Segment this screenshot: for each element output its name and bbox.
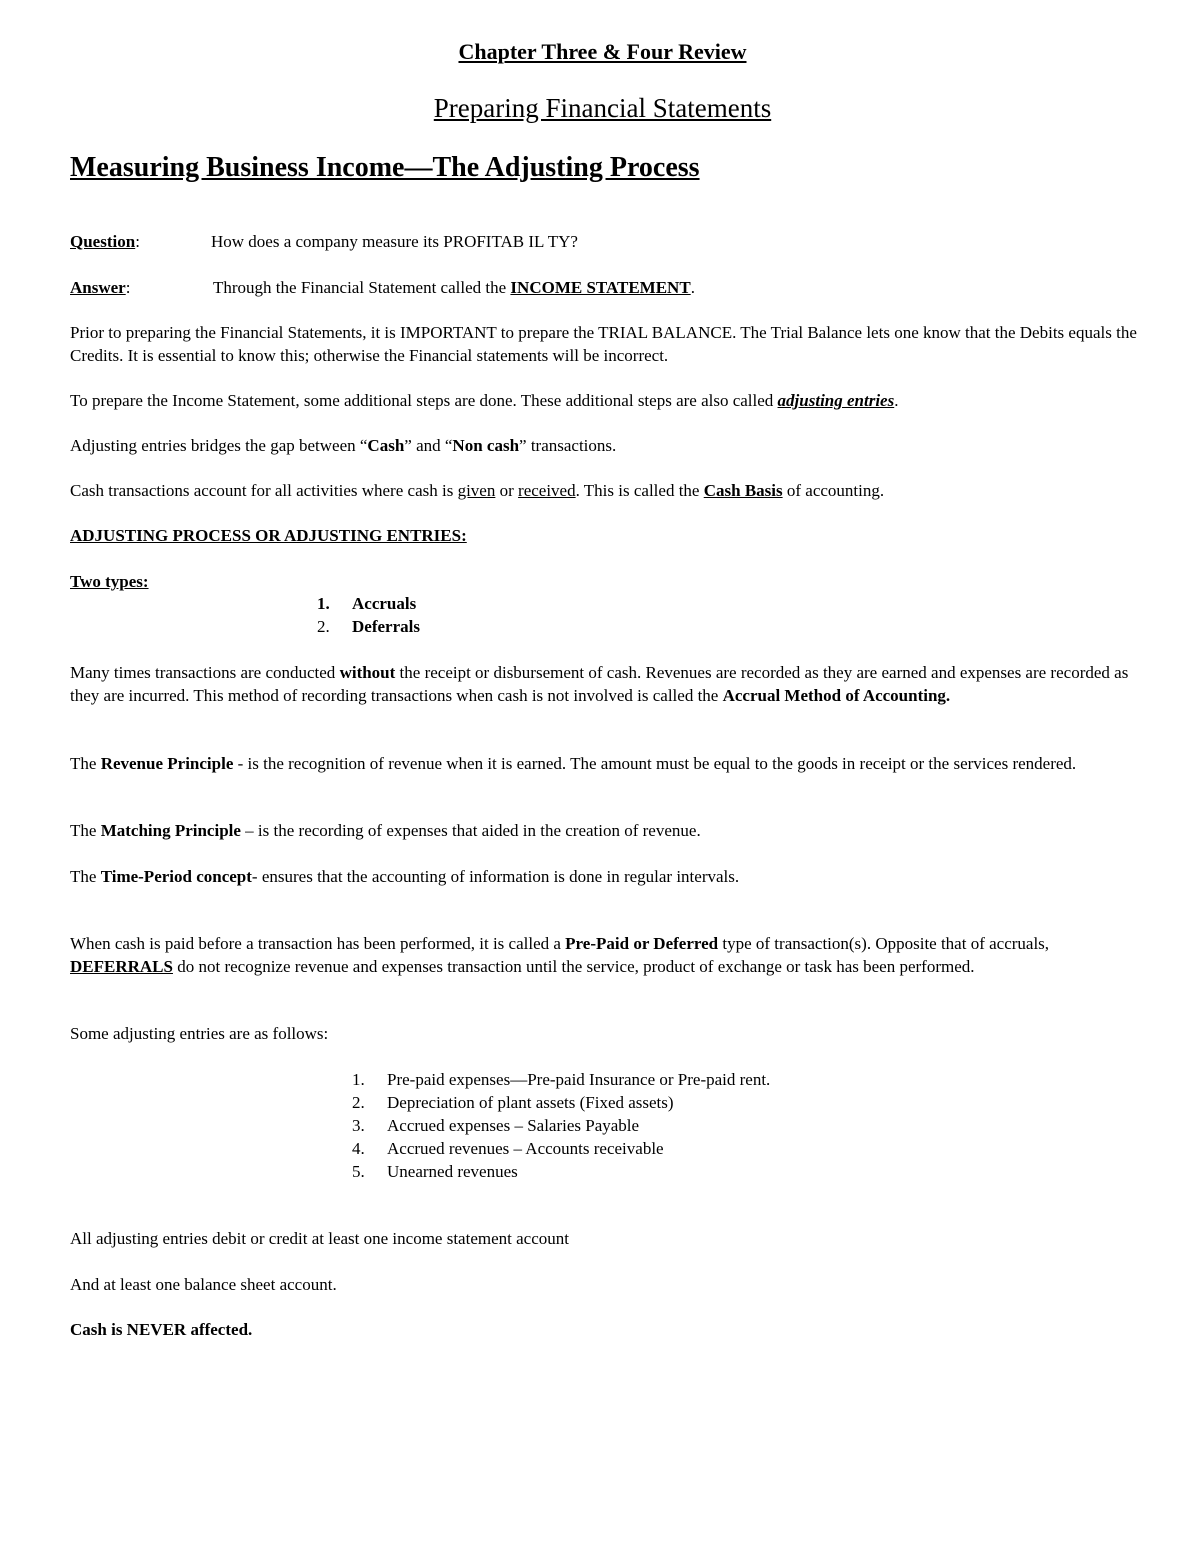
chapter-title: Chapter Three & Four Review [458,39,747,64]
revenue-text-1: The [70,754,101,773]
accrual-method-term: Accrual Method of Accounting. [722,686,951,705]
document-subtitle: Preparing Financial Statements [433,93,772,123]
income-statement-term: INCOME STATEMENT [510,278,691,297]
entry-label: Unearned revenues [387,1162,518,1181]
bridge-text-1: Adjusting entries bridges the gap between “ [70,436,368,455]
answer-text [213,276,695,299]
paragraph-bridge [70,434,1140,457]
paragraph-deferrals [70,932,1140,978]
matching-text-1: The [70,821,101,840]
list-number: 2. [352,1093,365,1112]
list-number: 4. [352,1139,365,1158]
cash-basis-term: Cash Basis [703,481,783,500]
entry-label: Depreciation of plant assets (Fixed assets) [387,1093,674,1112]
adjusting-entries-term: adjusting entries [777,391,895,410]
deferral-text-3: do not recognize revenue and expenses transaction until the service, product of exchange or task has been performed. [172,957,975,976]
list-item [352,1091,872,1114]
answer-end: . [690,278,695,297]
paragraph-cash-basis [70,479,1140,502]
time-text-2: - ensures that the accounting of information is done in regular intervals. [251,867,740,886]
non-cash-term: Non cash [452,436,520,455]
list-item [352,1114,872,1137]
time-period-term: Time-Period concept [100,867,252,886]
income-text: To prepare the Income Statement, some additional steps are done. These additional steps are also called [70,391,778,410]
received-term: received [518,481,576,500]
accrual-text-2: the receipt or disbursement of cash. Revenues are recorded as they are earned and expenses are recorded as they are incurred. This method of recording transactions when cash is not involved is called the [70,663,1129,705]
revenue-principle-term: Revenue Principle [100,754,234,773]
paragraph-trial-balance: Prior to preparing the Financial Statements, it is IMPORTANT to prepare the TRIAL BALANCE. The Trial Balance lets one know that the Debits equals the Credits. It is essential to know this; otherwise the Financial statements will be incorrect. [70,323,1137,365]
pre-paid-term: Pre-Paid or Deferred [565,934,719,953]
bridge-text-3: ” transactions. [519,436,617,455]
matching-text-2: – is the recording of expenses that aided in the creation of revenue. [240,821,701,840]
adjusting-process-heading: ADJUSTING PROCESS OR ADJUSTING ENTRIES: [70,526,467,545]
given-term: given [457,481,496,500]
question-separator: : [135,232,140,251]
deferral-text-1: When cash is paid before a transaction has been performed, it is called a [70,934,566,953]
question-text: How does a company measure its PROFITAB IL TY? [211,232,578,251]
answer-separator: : [125,278,131,297]
list-item [352,1137,872,1160]
paragraph-time-period [70,865,1140,888]
list-item [317,592,517,615]
paragraph-income-statement [70,389,1140,412]
answer-body: Through the Financial Statement called the [213,278,511,297]
accrual-text-1: Many times transactions are conducted [70,663,340,682]
cash-text-1: Cash transactions account for all activities where cash is [70,481,458,500]
paragraph-cash-never: Cash is NEVER affected. [70,1320,253,1339]
entry-label: Accrued expenses – Salaries Payable [387,1116,640,1135]
list-number: 1. [352,1070,365,1089]
deferrals-item: Deferrals [352,617,420,636]
entry-label: Pre-paid expenses—Pre-paid Insurance or Pre-paid rent. [387,1070,771,1089]
paragraph-revenue-principle [70,752,1140,775]
without-term: without [339,663,396,682]
paragraph-matching-principle [70,819,1140,842]
time-text-1: The [70,867,101,886]
list-number: 1. [317,594,330,613]
list-number: 2. [317,617,330,636]
entries-list [352,1068,872,1183]
question-line [70,230,140,253]
list-item [317,615,517,638]
answer-label: Answer [70,278,126,297]
section-title: Measuring Business Income—The Adjusting Process [70,152,700,183]
accruals-item: Accruals [352,594,417,613]
bridge-text-2: ” and “ [404,436,453,455]
paragraph-all-entries: All adjusting entries debit or credit at least one income statement account [70,1229,569,1248]
entry-label: Accrued revenues – Accounts receivable [387,1139,664,1158]
income-end: . [894,391,899,410]
paragraph-balance-sheet: And at least one balance sheet account. [70,1275,337,1294]
answer-line [70,276,130,299]
deferral-text-2: type of transaction(s). Opposite that of accruals, [718,934,1050,953]
cash-term: Cash [367,436,405,455]
cash-text-2: or [495,481,519,500]
paragraph-accrual-method [70,661,1140,707]
cash-text-3: . This is called the [575,481,704,500]
question-label: Question [70,232,136,251]
paragraph-some-entries: Some adjusting entries are as follows: [70,1024,329,1043]
two-types-label: Two types: [70,572,149,591]
deferrals-term: DEFERRALS [70,957,173,976]
cash-text-4: of accounting. [782,481,885,500]
types-list [317,592,517,638]
list-number: 5. [352,1162,365,1181]
list-number: 3. [352,1116,365,1135]
list-item [352,1160,872,1183]
list-item [352,1068,872,1091]
revenue-text-2: - is the recognition of revenue when it is earned. The amount must be equal to the goods in receipt or the services rendered. [233,754,1077,773]
matching-principle-term: Matching Principle [100,821,241,840]
